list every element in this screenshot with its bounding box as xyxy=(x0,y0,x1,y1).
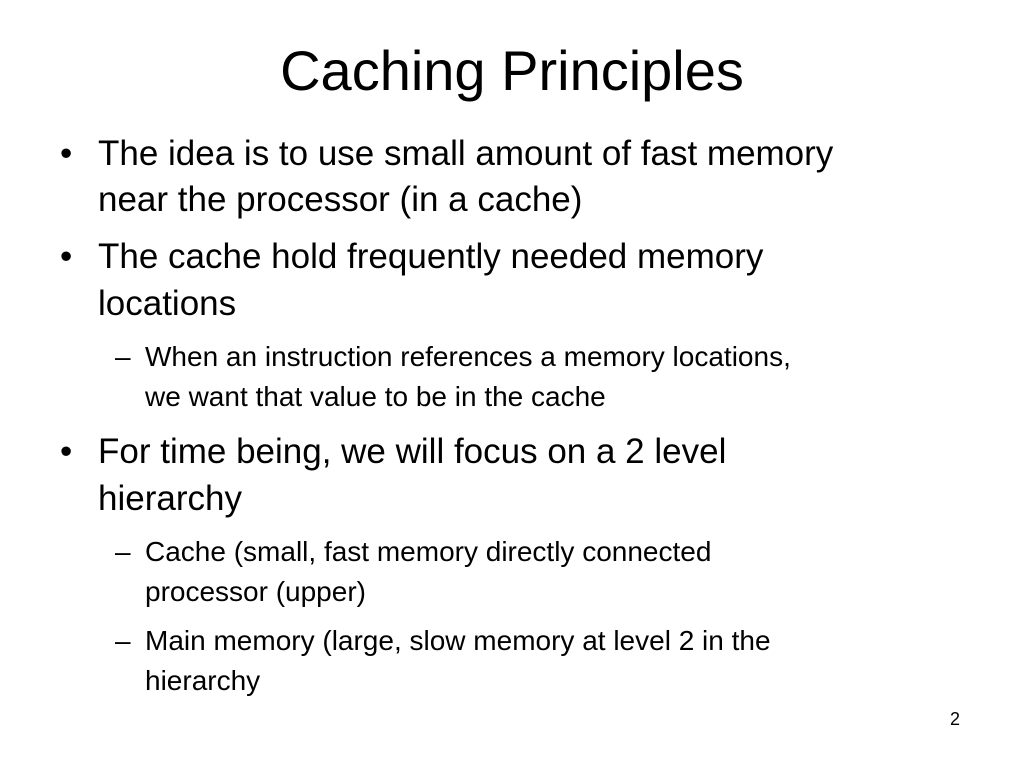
bullet-1-line-2: near the processor (in a cache) xyxy=(98,180,583,219)
slide-title: Caching Principles xyxy=(280,39,744,102)
sub-bullet-marker: – xyxy=(115,536,131,567)
sub-bullet-marker: – xyxy=(115,341,131,372)
bullet-1-line-1: The idea is to use small amount of fast memory xyxy=(98,134,834,173)
bullet-3-line-2: hierarchy xyxy=(98,479,242,518)
bullet-marker: • xyxy=(60,432,73,471)
bullet-3-sub-2-line-1: Main memory (large, slow memory at level 2 in the xyxy=(145,625,771,656)
bullet-3-line-1: For time being, we will focus on a 2 level xyxy=(98,432,727,471)
bullet-2-sub-1-line-1: When an instruction references a memory locations, xyxy=(145,341,791,372)
bullet-2-line-2: locations xyxy=(98,284,237,323)
sub-bullet-marker: – xyxy=(115,625,131,656)
page-number: 2 xyxy=(949,709,960,729)
bullet-2-line-1: The cache hold frequently needed memory xyxy=(98,237,764,276)
bullet-marker: • xyxy=(60,237,73,276)
bullet-3-sub-1-line-1: Cache (small, fast memory directly connected xyxy=(145,536,712,567)
bullet-2-sub-1-line-2: we want that value to be in the cache xyxy=(145,381,606,412)
bullet-marker: • xyxy=(60,134,73,173)
bullet-3-sub-2-line-2: hierarchy xyxy=(145,665,261,696)
bullet-3-sub-1-line-2: processor (upper) xyxy=(145,576,366,607)
